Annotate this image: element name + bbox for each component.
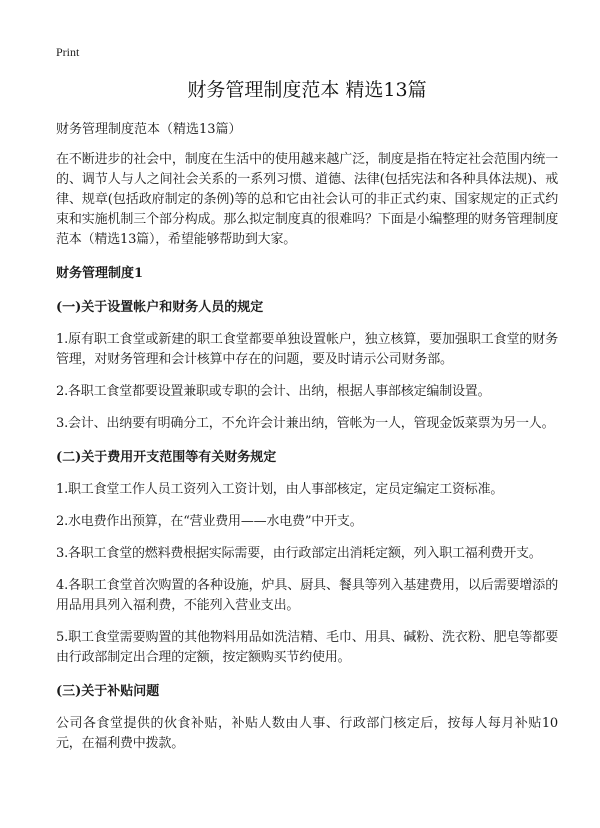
part1-item: 1.原有职工食堂或新建的职工食堂都要单独设置帐户，独立核算，要加强职工食堂的财务管理，对财务管理和会计核算中存在的问题，要及时请示公司财务部。 <box>56 332 558 367</box>
part1-item: 3.会计、出纳要有明确分工，不允许会计兼出纳，管帐为一人，管现金饭菜票为另一人。 <box>56 416 555 431</box>
part1-heading: (一)关于设置帐户和财务人员的规定 <box>56 300 264 315</box>
intro-paragraph: 在不断进步的社会中，制度在生活中的使用越来越广泛，制度是指在特定社会范围内统一的、调节人与人之间社会关系的一系列习惯、道德、法律(包括宪法和各种具体法规)、戒律、规章(包括政府制定的条例)等的总和它由社会认可的非正式约束、国家规定的正式约束和实施机制三个部分构成。那么拟定制度真的很难吗？下面是小编整理的财务管理制度范本（精选13篇），希望能够帮助到大家。 <box>56 152 558 247</box>
part2-item: 3.各职工食堂的燃料费根据实际需要，由行政部定出消耗定额，列入职工福利费开支。 <box>56 546 542 561</box>
part3-item: 公司各食堂提供的伙食补贴，补贴人数由人事、行政部门核定后，按每人每月补贴10元，在福利费中拨款。 <box>56 716 558 751</box>
print-label: Print <box>56 45 80 59</box>
document-title: 财务管理制度范本 精选13篇 <box>187 79 427 101</box>
part3-heading: (三)关于补贴问题 <box>56 684 160 699</box>
part2-item: 4.各职工食堂首次购置的各种设施，炉具、厨具、餐具等列入基建费用，以后需要增添的用品用具列入福利费，不能列入营业支出。 <box>56 578 558 613</box>
part2-item: 2.水电费作出预算，在“营业费用——水电费”中开支。 <box>56 514 363 529</box>
part2-item: 5.职工食堂需要购置的其他物料用品如洗洁精、毛巾、用具、碱粉、洗衣粉、肥皂等都要由行政部制定出合理的定额，按定额购买节约使用。 <box>56 630 558 665</box>
part2-heading: (二)关于费用开支范围等有关财务规定 <box>56 450 277 465</box>
document-subtitle: 财务管理制度范本（精选13篇） <box>56 122 242 137</box>
section-title: 财务管理制度1 <box>56 266 144 281</box>
part2-item: 1.职工食堂工作人员工资列入工资计划，由人事部核定，定员定编定工资标准。 <box>56 482 504 497</box>
part1-item: 2.各职工食堂都要设置兼职或专职的会计、出纳，根据人事部核定编制设置。 <box>56 384 491 399</box>
